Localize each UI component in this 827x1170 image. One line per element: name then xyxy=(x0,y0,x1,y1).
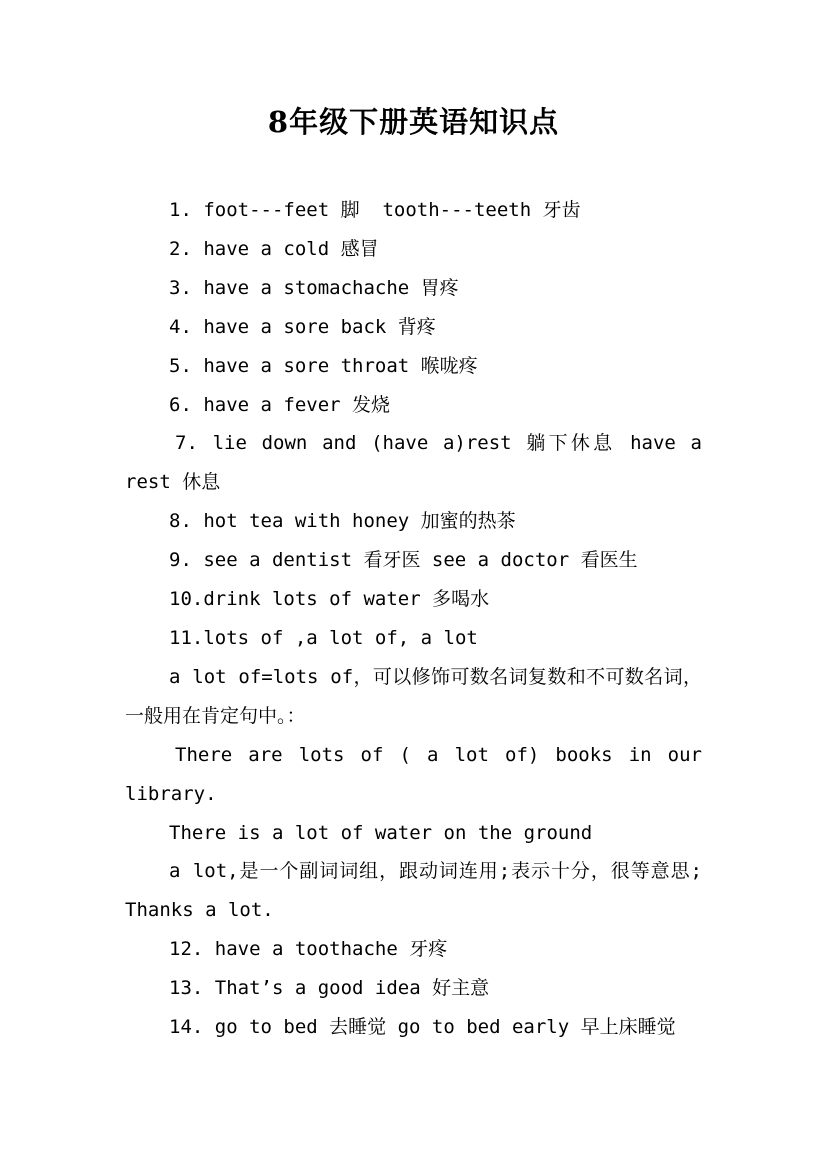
paragraph-note-a-lot: a lot,是一个副词词组，跟动词连用;表示十分，很等意思; Thanks a lot. xyxy=(125,860,714,922)
paragraph-item-6: 6. have a fever 发烧 xyxy=(169,393,391,416)
paragraph-item-1: 1. foot---feet 脚 tooth---teeth 牙齿 xyxy=(169,199,581,221)
paragraph-item-8: 8. hot tea with honey 加蜜的热茶 xyxy=(169,510,516,533)
paragraph-item-9: 9. see a dentist 看牙医 see a doctor 看医生 xyxy=(169,549,638,572)
paragraph-item-7: 7. lie down and (have a)rest 躺下休息 have a rest 休息 xyxy=(125,432,714,494)
paragraph-item-3: 3. have a stomachache 胃疼 xyxy=(169,276,459,299)
document-title: 8年级下册英语知识点 xyxy=(267,105,560,139)
paragraph-item-11: 11.lots of ,a lot of, a lot xyxy=(169,626,478,649)
paragraph-item-13: 13. That’s a good idea 好主意 xyxy=(169,977,490,1000)
paragraph-item-5: 5. have a sore throat 喉咙疼 xyxy=(169,354,478,377)
paragraph-item-10: 10.drink lots of water 多喝水 xyxy=(169,588,490,611)
paragraph-item-2: 2. have a cold 感冒 xyxy=(169,237,379,260)
paragraph-example-water: There is a lot of water on the ground xyxy=(169,821,593,844)
paragraph-item-14: 14. go to bed 去睡觉 go to bed early 早上床睡觉 xyxy=(169,1016,676,1039)
document-body xyxy=(125,191,714,1047)
paragraph-item-4: 4. have a sore back 背疼 xyxy=(169,315,436,338)
paragraph-item-12: 12. have a toothache 牙疼 xyxy=(169,938,448,961)
paragraph-note-a-lot-of: a lot of=lots of，可以修饰可数名词复数和不可数名词，一般用在肯定句中。： xyxy=(125,665,702,727)
paragraph-example-library: There are lots of ( a lot of) books in our library. xyxy=(125,743,714,805)
